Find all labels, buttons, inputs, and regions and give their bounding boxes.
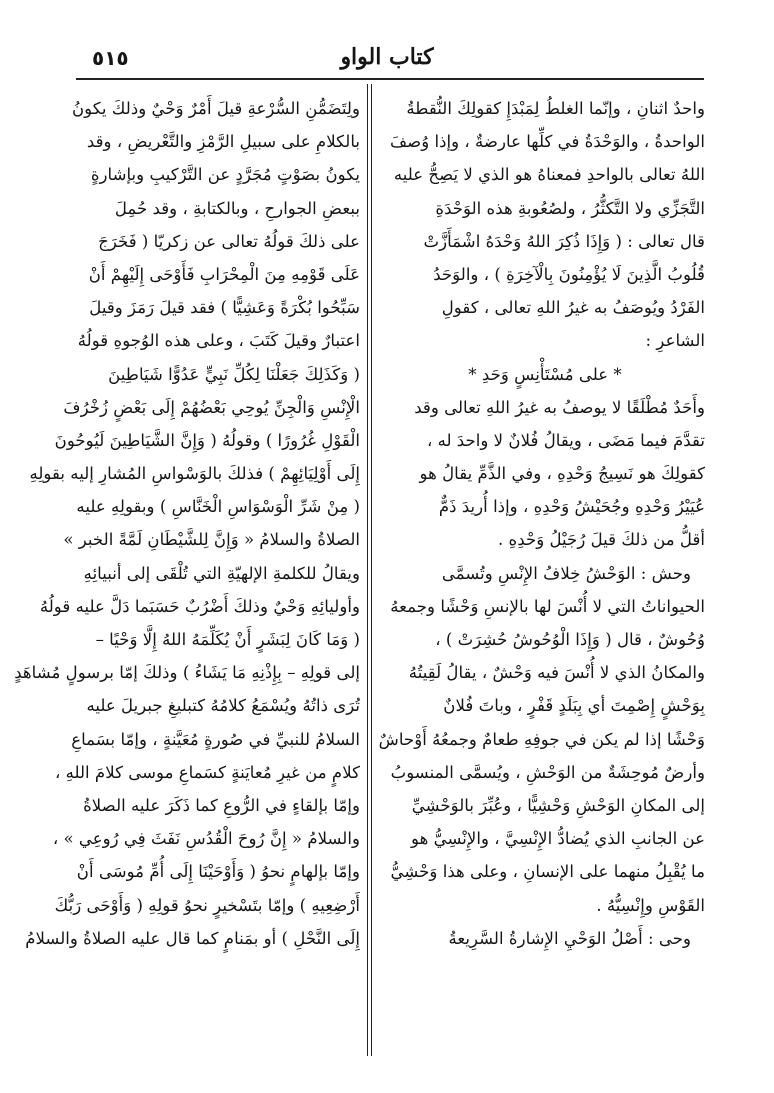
left-column [14,92,360,1052]
running-title: كتاب الواو [340,44,434,70]
text-line: والمكانُ الذي لا أُنْسَ فيه وَحْشٌ ، يقالُ لَقِيتُهُ [408,663,705,683]
text-line: الفَرْدُ ويُوصَفُ به غيرُ اللهِ تعالى ، كقولِ [441,298,705,318]
text-line: الْإِنْسِ وَالْجِنِّ يُوحِي بَعْضُهُمْ إِلَى بَعْضٍ زُخْرُفَ [63,397,360,417]
text-line: قُلُوبُ الَّذِينَ لَا يُؤْمِنُونَ بِالْآخِرَةِ ) ، والوَحَدُ [433,264,705,284]
text-line: أقلُّ من ذلكَ قيلَ رُجَيْلُ وَحْدِهِ . [497,530,705,550]
text-line: تقدَّمَ فيما مَضَى ، ويقالُ فُلانٌ لا واحدَ له ، [426,430,705,450]
page-header [0,40,774,80]
text-line: وحى : أَصْلُ الوَحْيِ الإِشارةُ السَّرِيعةُ [448,928,691,948]
text-line: يكونُ بصَوْتٍ مُجَرَّدٍ عن التَّرْكيبِ وبإشارةٍ [90,165,360,185]
text-line: اللهُ تعالى بالواحدِ فمعناهُ هو الذي لا يَصِحُّ عليه [393,165,705,185]
text-line: بالكلامِ على سبيلِ الرَّمْزِ والتَّعْريضِ ، وقد [86,132,360,152]
text-line: وحش : الوَحْشُ خِلافُ الإِنْسِ وتُسمَّى [441,563,691,583]
text-line: عن الجانبِ الذي يُضادُّ الإِنْسِيَّ ، والإِنْسِيُّ هو [411,829,705,849]
header-rule [76,78,704,80]
text-line: والسلامُ « إِنَّ رُوحَ الْقُدُسِ نَفَثَ فِي رُوعِي » ، [52,829,360,849]
text-line: الحيواناتُ التي لا أُنْسَ لها بالإنسِ وَحْشًا وجمعهُ [390,596,705,616]
text-line: تُرَى ذاتُهُ ويُسْمَعُ كلامُهُ كتبليغِ جبريلَ عليه [86,696,360,716]
text-line: بِوَحْشٍ إِصْمِتَ أي بِبَلَدٍ قَفْرٍ ، وباتَ فُلانٌ [443,696,705,716]
text-line: الشاعرِ : [645,331,705,351]
text-line: إِلَى أَوْلِيَائِهِمْ ) فذلكَ بالوَسْواسِ المُشارِ إليه بقولِهِ [29,464,360,484]
text-line: ( وَمَا كَانَ لِبَشَرٍ أَنْ يُكَلِّمَهُ اللهُ إِلَّا وَحْيًا – [95,630,360,649]
text-line: ببعضِ الجوارحِ ، وبالكتابةِ ، وقد حُمِلَ [114,198,360,218]
text-line: عُيَيْرُ وَحْدِهِ وجُحَيْشُ وَحْدِهِ ، وإذا أُريدَ ذَمٌّ [438,497,705,517]
text-line: قال تعالى : ( وَإِذَا ذُكِرَ اللهُ وَحْدَهُ اشْمَأَزَّتْ [423,231,705,251]
text-line: ولِتَضَمُّنِ السُّرْعةِ قيلَ أَمْرٌ وَحْيٌ وذلكَ يكونُ [71,99,360,118]
text-line: وأَحَدٌ مُطْلَقًا لا يوصفُ به غيرُ اللهِ تعالى وقد [414,397,705,417]
text-line: وأرضٌ مُوحِشَةٌ من الوَحْشِ ، ويُسمَّى المنسوبُ [390,762,705,782]
text-line: وإمّا بإلقاءٍ في الرُّوعِ كما ذَكَرَ عليه الصلاةُ [83,795,360,815]
text-line: وإمّا بإلهامٍ نحوُ ( وَأَوْحَيْنَا إِلَى أُمِّ مُوسَى أَنْ [76,862,360,882]
text-line: الْقَوْلِ غُرُورًا ) وقولُهُ ( وَإِنَّ الشَّيَاطِينَ لَيُوحُونَ [54,430,360,450]
text-line: السلامُ للنبيِّ في صُورةٍ مُعَيَّنةٍ ، وإمّا بسَماعِ [71,729,360,749]
column-divider [367,84,372,1056]
text-line: سَبِّحُوا بُكْرَةً وَعَشِيًّا ) فقد قيلَ رَمَزَ وقيلَ [89,298,360,318]
text-line: كلامٍ من غيرِ مُعايَنةٍ كسَماعِ موسى كلامَ اللهِ ، [54,762,360,782]
text-line: عَلَى قَوْمِهِ مِنَ الْمِحْرَابِ فَأَوْحَى إِلَيْهِمْ أَنْ [88,264,360,284]
text-line: أَرْضِعِيهِ ) وإمّا بتَسْخيرٍ نحوُ قولِهِ ( وَأَوْحَى رَبُّكَ [54,895,360,915]
text-line: ( وَكَذَلِكَ جَعَلْنَا لِكُلِّ نَبِيٍّ عَدُوًّا شَيَاطِينَ [108,364,360,384]
text-line: الواحدةُ ، والوَحْدَةُ في كلِّها عارضةٌ ، وإذا وُصفَ [389,132,705,152]
text-line: كقولِكَ هو نَسِيجُ وَحْدِهِ ، وفي الذَّمِّ يقالُ هو [419,464,705,484]
text-line: إِلَى النَّحْلِ ) أو بمَنامٍ كما قال عليه الصلاةُ والسلامُ [25,928,360,948]
text-line: ( مِنْ شَرِّ الْوَسْوَاسِ الْخَنَّاسِ ) وبقولِهِ عليه [76,497,360,517]
text-line: القَوْسِ وإِنْسِيُّهُ . [596,895,705,915]
text-line: إلى المكانِ الوَحْشِ وَحْشِيًّا ، وعُبِّرَ بالوَحْشِيِّ [411,795,705,815]
text-line: * على مُسْتَأْنِسٍ وَحَدِ * [468,364,622,384]
text-line: ويقالُ للكلمةِ الإلهيّةِ التي تُلْقَى إلى أنبيائِهِ [83,563,360,583]
text-line: اعتبارٌ وقيلَ كَتَبَ ، وعلى هذه الوُجوهِ قولُهُ [77,331,360,351]
text-line: واحدٌ اثنانِ ، وإنّما الغلطُ لِمَبْدَإِ كقولِكَ النُّقطةُ [406,99,705,118]
text-line: على ذلكَ قولُهُ تعالى عن زكريّا ( فَخَرَجَ [98,231,360,251]
text-line: وأوليائِهِ وَحْيٌ وذلكَ أَضْرُبٌ حَسَبَما دَلَّ عليه قولُهُ [39,596,360,616]
text-line: الصلاةُ والسلامُ « وَإِنَّ لِلشَّيْطَانِ لَمَّةً الخبر » [63,530,360,550]
right-column [378,92,705,1052]
text-line: إلى قولِهِ – بِإِذْنِهِ مَا يَشَاءُ ) وذلكَ إمّا برسولٍ مُشاهَدٍ [14,663,360,683]
text-line: وَحْشًا إذا لم يكن في جوفِهِ طعامٌ وجمعُهُ أَوْحاشٌ [378,729,705,749]
page-number: ٥١٥ [92,46,129,70]
text-line: ما يُقْبِلُ منهما على الإنسانِ ، وعلى هذا وَحْشِيُّ [390,862,705,882]
text-line: التَّجَزِّي ولا التَّكثُّرُ ، ولصُعُوبةِ هذه الوَحْدَةِ [435,198,705,218]
text-line: وُحُوشٌ ، قال ( وَإِذَا الْوُحُوشُ حُشِرَتْ ) ، [435,630,705,649]
